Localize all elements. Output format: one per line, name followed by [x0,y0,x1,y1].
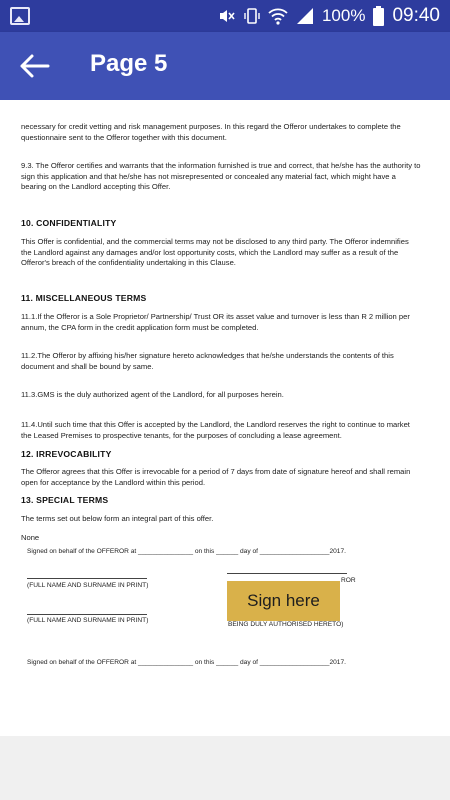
paragraph: 9.3. The Offeror certifies and warrants that the information furnished is true and correct, that he/she has the authority to sign this application and that he/she has not misrepresented or concealed any material fact, which might have a bearing on the Landlord accepting this Offer. [21,161,421,191]
paragraph: This Offer is confidential, and the commercial terms may not be disclosed to any third party. The Offeror indemnifies the Landlord against any damages and/or lost opportunity costs, which the Landlord may suffer as a result of the Offeror's breach of the confidentiality undertaking in this Clause. [21,237,409,267]
paragraph: 11.4.Until such time that this Offer is accepted by the Landlord, the Landlord reserves the right to continue to market the Leased Premises to prospective tenants, for the purposes of concluding a lease agreement. [21,420,410,440]
paragraph: 11.2.The Offeror by affixing his/her signature hereto acknowledges that he/she understands the contents of this document and shall be bound by same. [21,351,394,371]
wifi-icon [268,7,288,25]
mute-icon [218,8,236,24]
paragraph: 11.3.GMS is the duly authorized agent of the Landlord, for all purposes herein. [21,390,284,399]
section-heading: 11. MISCELLANEOUS TERMS [21,293,147,303]
bottom-area [0,736,450,800]
signature-underline [227,573,347,574]
battery-percent: 100% [321,6,366,25]
none-text: None [21,533,40,542]
section-heading: 12. IRREVOCABILITY [21,449,112,459]
signal-icon [296,7,314,25]
paragraph: The terms set out below form an integral part of this offer. [21,514,214,523]
name-underline [27,614,147,615]
battery-icon [373,6,384,26]
page-title: Page 5 [90,50,168,77]
full-name-label: (FULL NAME AND SURNAME IN PRINT) [27,582,149,589]
status-icons [218,0,440,32]
paragraph: The Offeror agrees that this Offer is irrevocable for a period of 7 days from date of signature hereof and shall remain open for acceptance by the Landlord within this period. [21,467,411,487]
status-bar [0,0,450,32]
clock: 09:40 [392,5,440,26]
authorised-text: BEING DULY AUTHORISED HERETO) [228,621,344,628]
ror-text: ROR [341,577,356,584]
full-name-label: (FULL NAME AND SURNAME IN PRINT) [27,617,149,624]
image-icon [10,7,30,25]
back-arrow-icon[interactable] [18,52,52,80]
section-heading: 10. CONFIDENTIALITY [21,218,117,228]
name-underline [27,578,147,579]
sign-here-button[interactable]: Sign here [227,581,340,621]
section-heading: 13. SPECIAL TERMS [21,495,109,505]
app-bar [0,32,450,100]
signature-line: Signed on behalf of the OFFEROR at _______________ on this ______ day of ___________________2017. [27,659,346,666]
signature-line: Signed on behalf of the OFFEROR at _______________ on this ______ day of ___________________2017. [27,548,346,555]
document-page[interactable] [0,100,450,736]
vibrate-icon [244,7,260,25]
paragraph: necessary for credit vetting and risk management purposes. In this regard the Offeror undertakes to complete the questionnaire sent to the Offeror together with this document. [21,122,401,142]
paragraph: 11.1.If the Offeror is a Sole Proprietor/ Partnership/ Trust OR its asset value and turnover is less than R 2 million per annum, the CPA form in the credit application form must be completed. [21,312,410,332]
